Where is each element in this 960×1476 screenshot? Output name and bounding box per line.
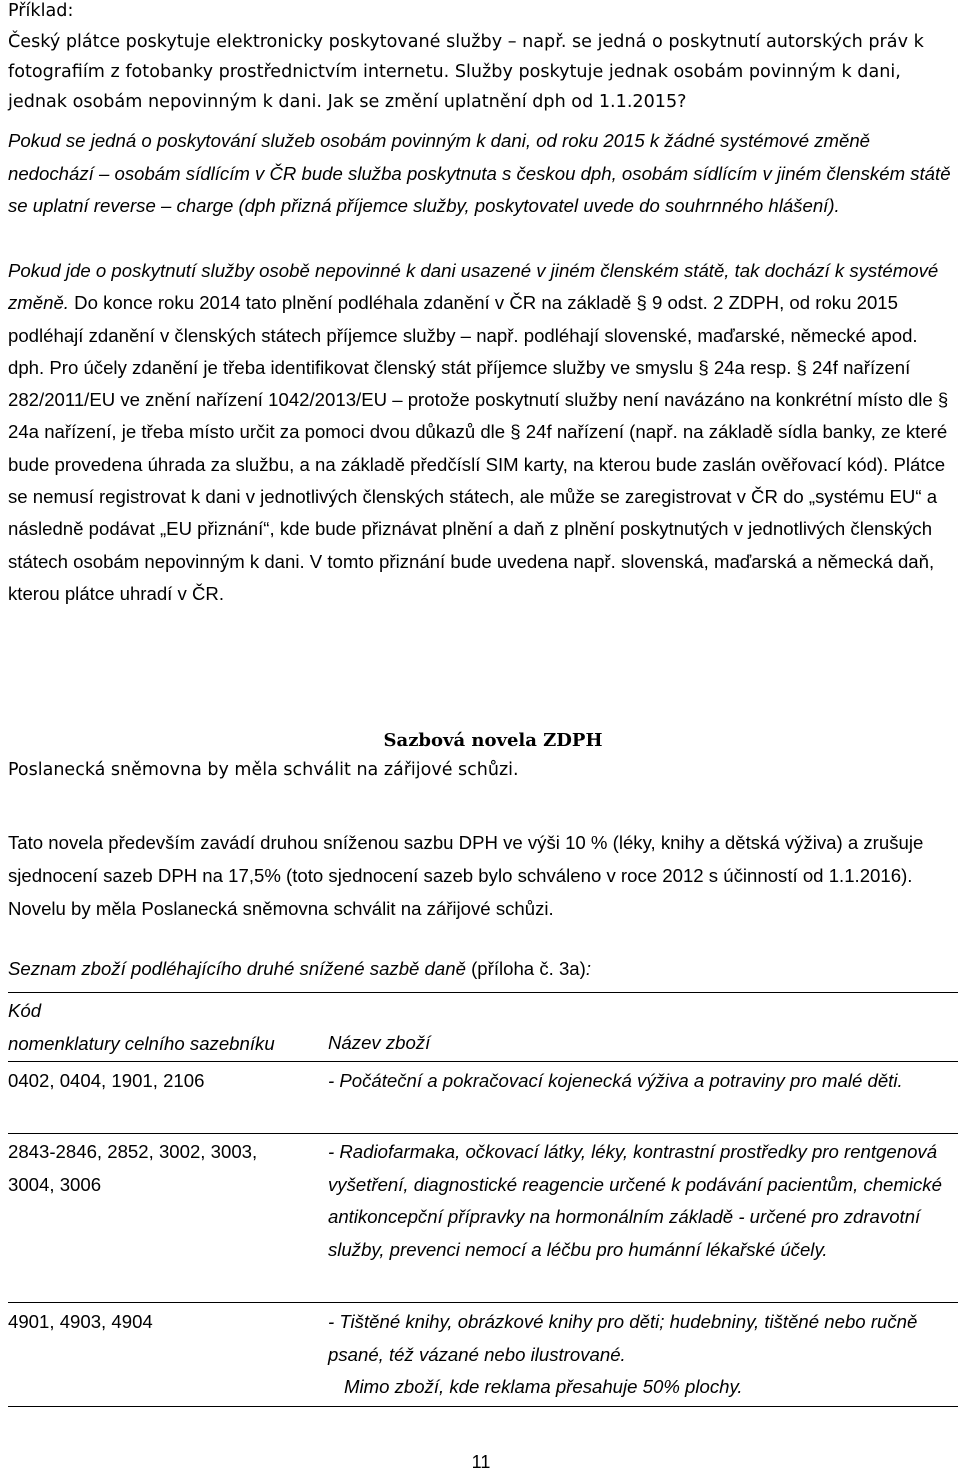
table-top-rule [8,992,958,993]
goods-list-title-lead: Seznam zboží podléhajícího druhé snížené sazbě daně [8,958,466,979]
page-number: 11 [471,1452,491,1472]
section-heading-text: Sazbová novela ZDPH [383,730,603,751]
table-bottom-rule [8,1406,958,1407]
table-header-code-line1: Kód [8,1000,42,1021]
table-row-3-name: - Tištěné knihy, obrázkové knihy pro děti; hudebniny, tištěné nebo ručně psané, též vázané nebo ilustrované. [328,1311,918,1365]
paragraph-vat-nontaxable [8,255,958,610]
paragraph-vat-nontaxable-lead: Pokud jde o poskytnutí služby osobě nepovinné k dani usazené v jiném členském státě, tak dochází k systémové změně. [8,260,939,314]
example-label: Příklad: [8,1,74,21]
table-header-rule [8,1061,958,1062]
table-header-code [8,995,308,1060]
goods-list-title [8,958,591,980]
paragraph-vat-taxable: Pokud se jedná o poskytování služeb osobám povinným k dani, od roku 2015 k žádné systémové změně nedochází – osobám sídlícím v ČR bude služba poskytnuta s českou dph, osobám sídlícím v jiném členském státě se uplatní reverse – charge (dph přizná příjemce služby, poskytovatel uvede do souhrnného hlášení). [8,130,951,216]
table-row-3-note: Mimo zboží, kde reklama přesahuje 50% plochy. [344,1376,743,1397]
table-header-name: Název zboží [328,1032,431,1053]
paragraph-vat-nontaxable-body: Do konce roku 2014 tato plnění podléhala zdanění v ČR na základě § 9 odst. 2 ZDPH, od roku 2015 podléhají zdanění v členských státech příjemce služby – např. podléhají slovenské, maďarské, německé apod. dph. Pro účely zdanění je třeba identifikovat členský stát příjemce služby ve smyslu § 24a resp. § 24f nařízení 282/2011/EU ve znění nařízení 1042/2013/EU – protože poskytnutí služby není navázáno na konkrétní místo dle § 24a nařízení, je třeba místo určit za pomoci dvou důkazů dle § 24f nařízení (např. na základě sídla banky, ze které bude provedena úhrada za službu, a na základě předčíslí SIM karty, na kterou bude zaslán ověřovací kód). Plátce se nemusí registrovat k dani v jednotlivých členských státech, ale může se zaregistrovat v ČR do „systému EU“ a následně podávat „EU přiznání“, kde bude přiznávat plnění a daň z plnění poskytnutých v jednotlivých členských státech osobám nepovinným k dani. V tomto přiznání bude uvedena např. slovenská, maďarská a německá daň, kterou plátce uhradí v ČR. [8,292,949,604]
table-row-2-rule [8,1302,958,1303]
table-row-3-code: 4901, 4903, 4904 [8,1311,153,1332]
example-intro: Český plátce poskytuje elektronicky poskytované služby – např. se jedná o poskytnutí autorských práv k fotografiím z fotobanky prostřednictvím internetu. Služby poskytuje jednak osobám povinným k dani, jednak osobám nepovinným k dani. Jak se změní uplatnění dph od 1.1.2015? [8,32,924,112]
table-row-1-rule [8,1133,958,1134]
table-row-1-name: - Počáteční a pokračovací kojenecká výživa a potraviny pro malé děti. [328,1070,903,1091]
table-header-code-line2: nomenklatury celního sazebníku [8,1032,275,1054]
paragraph-rate-amendment: Tato novela především zavádí druhou sníženou sazbu DPH ve výši 10 % (léky, knihy a dětská výživa) a zrušuje sjednocení sazeb DPH na 17,5% (toto sjednocení sazeb bylo schváleno v roce 2012 s účinností od 1.1.2016). Novelu by měla Poslanecká sněmovna schválit na zářijové schůzi. [8,832,924,919]
section-heading [8,730,954,751]
table-row-1-code: 0402, 0404, 1901, 2106 [8,1070,205,1091]
goods-list-title-annex: (příloha č. 3a) [465,958,586,979]
section-subtitle: Poslanecká sněmovna by měla schválit na zářijové schůzi. [8,760,519,780]
goods-list-title-colon: : [585,958,591,979]
table-row-2-name: - Radiofarmaka, očkovací látky, léky, kontrastní prostředky pro rentgenová vyšetření, diagnostické reagencie určené k podávání pacientům, chemické antikoncepční přípravky na hormonálním základě - určené pro zdravotní služby, prevenci nemocí a léčbu pro humánní lékařské účely. [328,1141,942,1260]
table-row-2-code: 2843-2846, 2852, 3002, 3003, 3004, 3006 [8,1141,258,1195]
